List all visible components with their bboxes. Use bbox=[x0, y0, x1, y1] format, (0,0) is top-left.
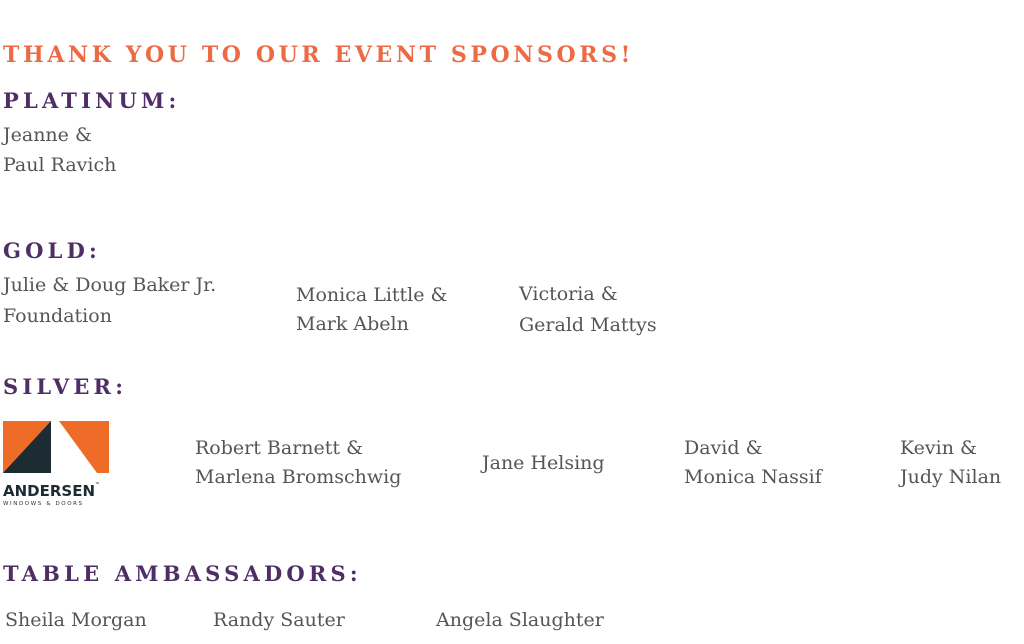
gold-sponsor bbox=[3, 270, 216, 332]
sponsor-line: Jane Helsing bbox=[482, 452, 605, 474]
ambassadors-label: TABLE AMBASSADORS: bbox=[3, 561, 362, 586]
sponsor-line: Marlena Bromschwig bbox=[195, 466, 402, 488]
sponsor-line: Victoria & bbox=[519, 283, 618, 305]
sponsor-line: Foundation bbox=[3, 305, 112, 327]
gold-sponsor bbox=[519, 279, 657, 341]
platinum-label: PLATINUM: bbox=[3, 88, 181, 113]
silver-sponsor bbox=[900, 434, 1001, 492]
sponsor-line: Paul Ravich bbox=[3, 154, 117, 176]
silver-label: SILVER: bbox=[3, 374, 128, 399]
sponsor-line: Jeanne & bbox=[3, 124, 92, 146]
sponsor-line: Monica Nassif bbox=[684, 466, 822, 488]
sponsor-line: Julie & Doug Baker Jr. bbox=[3, 274, 217, 296]
silver-sponsor bbox=[482, 448, 605, 478]
ambassador-name: Sheila Morgan bbox=[5, 609, 147, 631]
sponsor-line: Monica Little & bbox=[296, 284, 448, 306]
sponsor-line: Judy Nilan bbox=[900, 466, 1002, 488]
andersen-logo-mark bbox=[3, 421, 109, 475]
gold-label: GOLD: bbox=[3, 238, 101, 263]
logo-wordmark: ANDERSEN™ bbox=[3, 482, 101, 500]
ambassador-name: Angela Slaughter bbox=[436, 609, 604, 631]
page-title: THANK YOU TO OUR EVENT SPONSORS! bbox=[3, 42, 634, 68]
logo-tagline: WINDOWS & DOORS bbox=[3, 501, 84, 507]
gold-sponsor bbox=[296, 281, 447, 339]
platinum-sponsor bbox=[3, 120, 116, 180]
sponsor-line: Kevin & bbox=[900, 437, 977, 459]
sponsor-line: David & bbox=[684, 437, 763, 459]
sponsor-line: Robert Barnett & bbox=[195, 437, 363, 459]
andersen-logo bbox=[3, 421, 115, 511]
silver-sponsor bbox=[195, 434, 401, 492]
sponsor-line: Mark Abeln bbox=[296, 313, 409, 335]
ambassador-name: Randy Sauter bbox=[213, 609, 345, 631]
sponsor-line: Gerald Mattys bbox=[519, 314, 657, 336]
silver-sponsor bbox=[684, 434, 822, 492]
